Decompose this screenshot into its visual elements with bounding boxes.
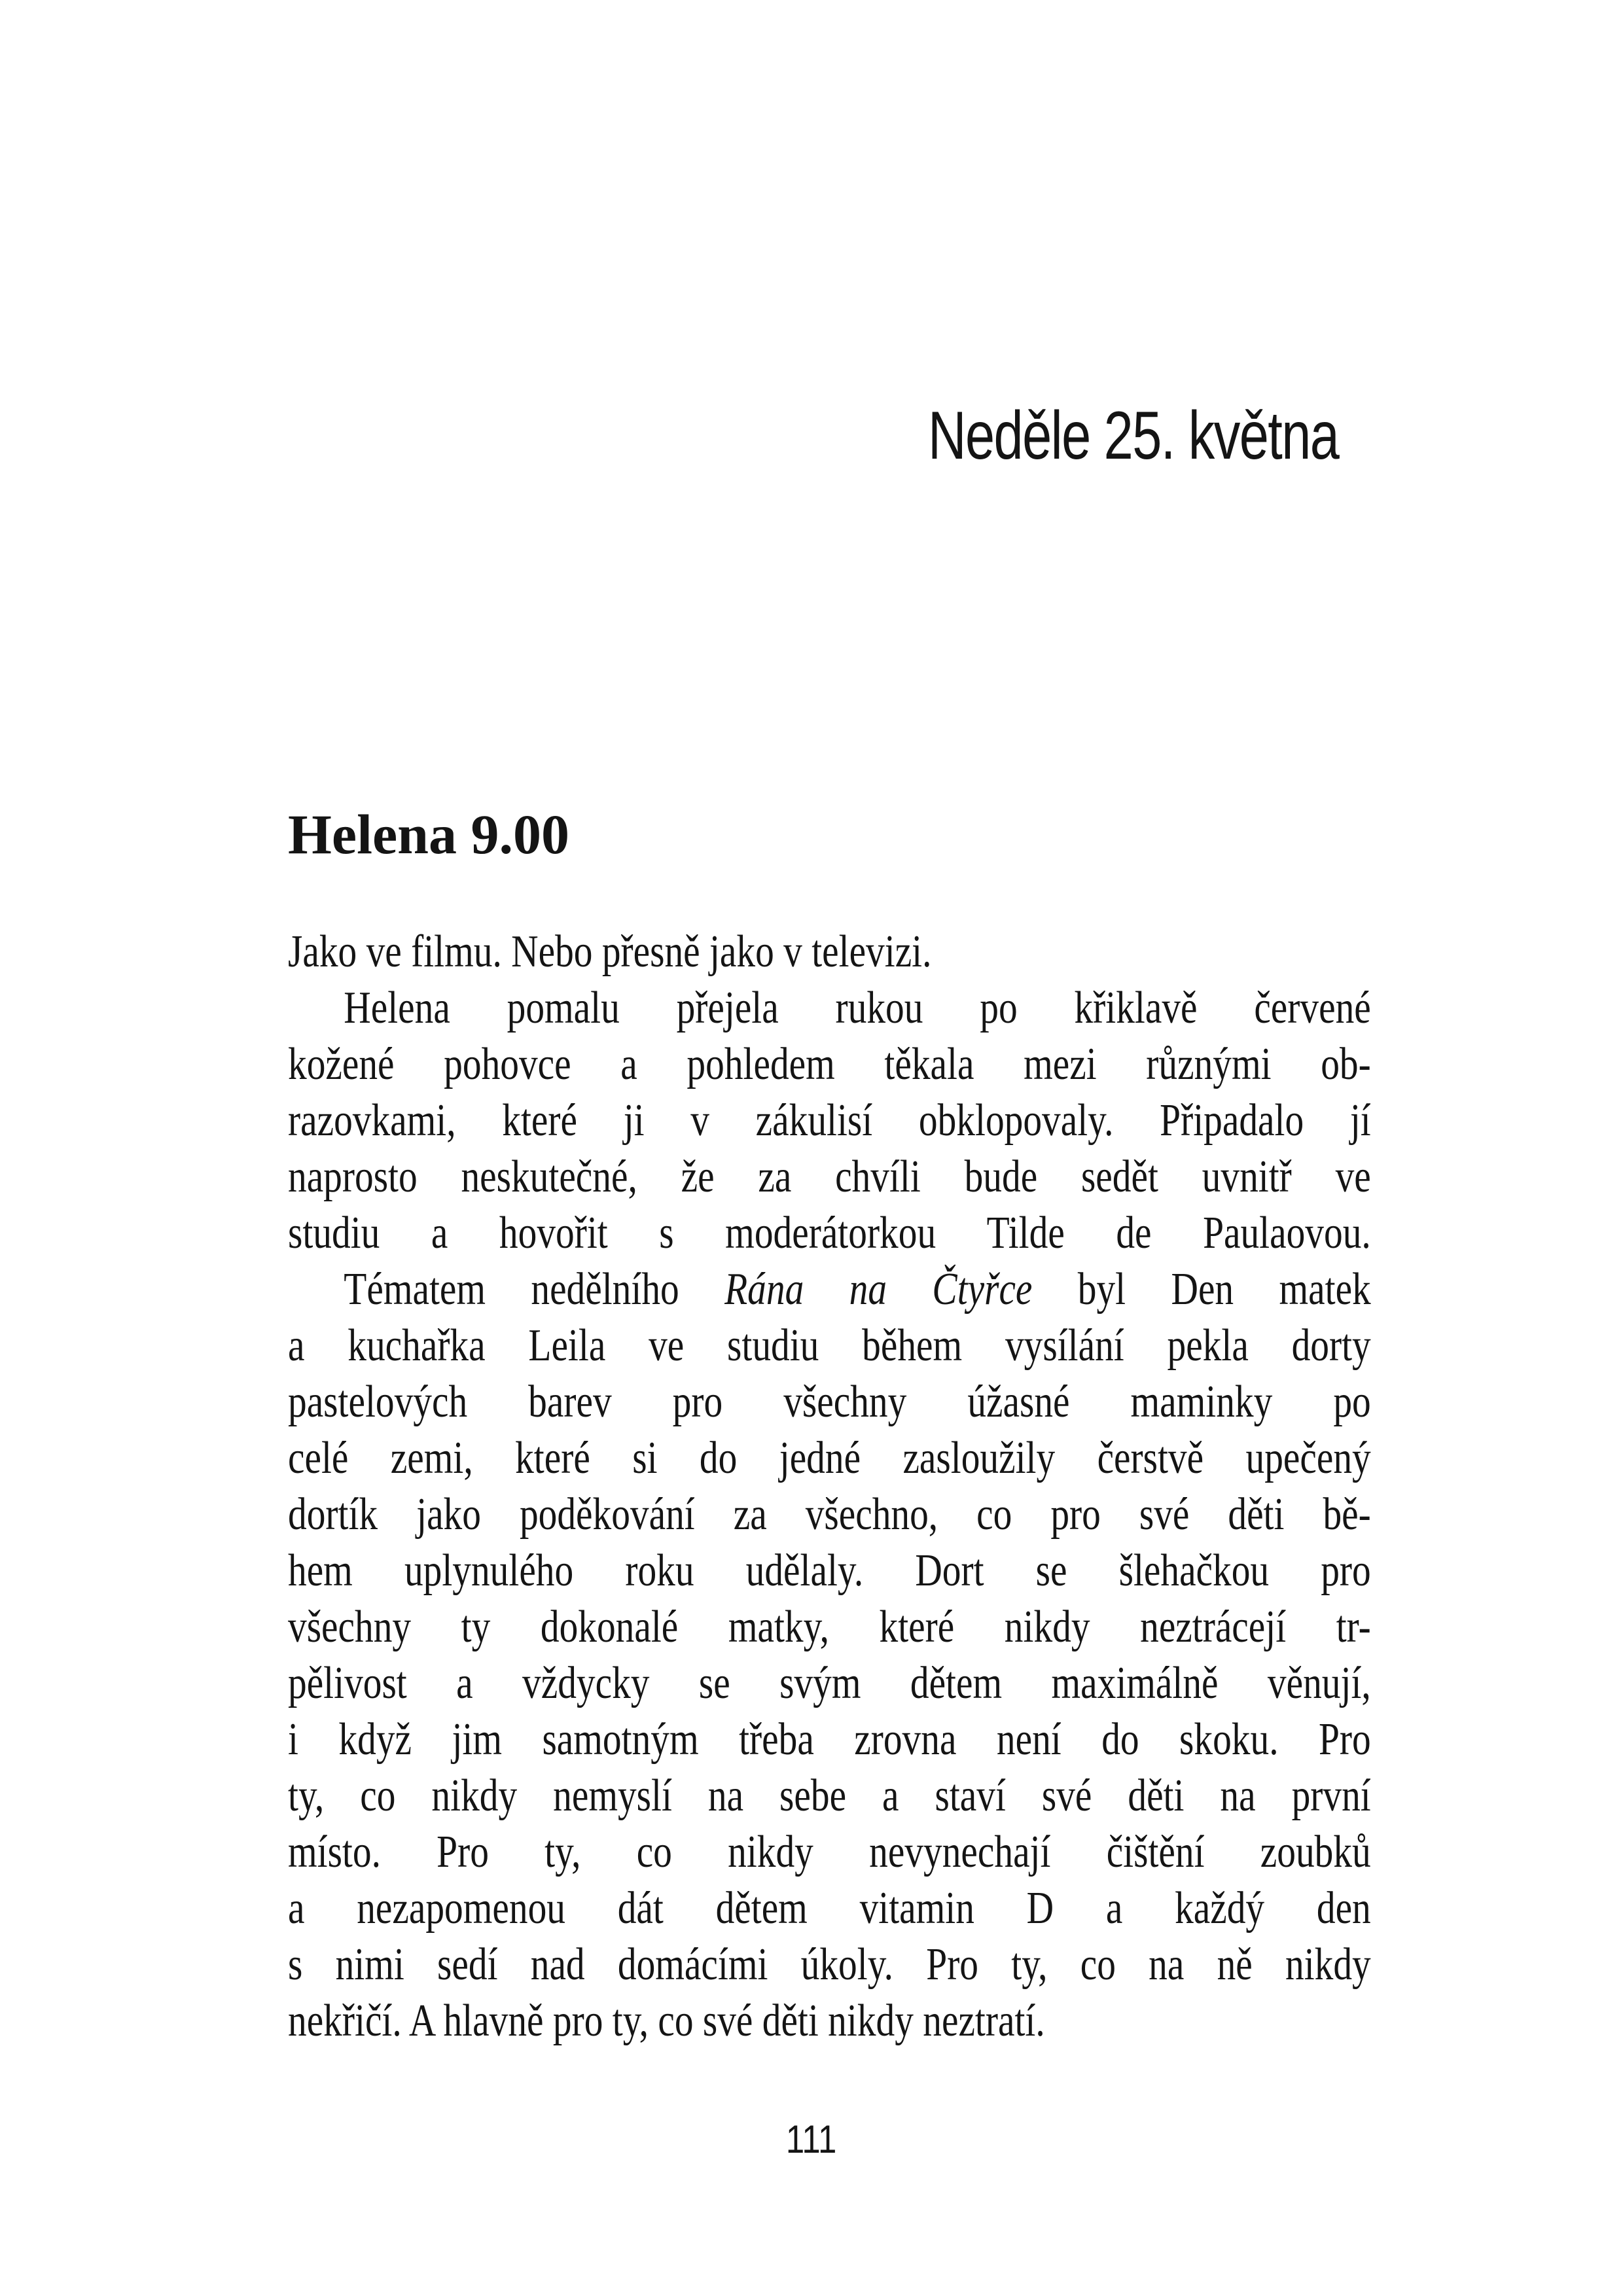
- body-line: a kuchařka Leila ve studiu během vysílání pekla dorty: [288, 1320, 1371, 1371]
- section-heading: Helena 9.00: [288, 803, 569, 866]
- body-line: a nezapomenou dát dětem vitamin D a každý den: [288, 1883, 1371, 1934]
- body-line: kožené pohovce a pohledem těkala mezi různými ob-: [288, 1039, 1371, 1089]
- body-line: pastelových barev pro všechny úžasné maminky po: [288, 1377, 1371, 1427]
- body-line: [288, 1262, 1371, 1318]
- page-number-text: 111: [786, 2117, 837, 2161]
- chapter-heading: [812, 398, 1338, 474]
- show-title-italic: Rána na Čtyřce: [724, 1264, 1033, 1315]
- page-number: [0, 2117, 1623, 2161]
- body-line: hem uplynulého roku udělaly. Dort se šlehačkou pro: [288, 1545, 1371, 1596]
- body-line: razovkami, které ji v zákulisí obklopovaly. Připadalo jí: [288, 1095, 1371, 1146]
- body-line-segment: byl Den matek: [1032, 1264, 1371, 1315]
- body-line: všechny ty dokonalé matky, které nikdy neztrácejí tr-: [288, 1602, 1371, 1652]
- body-line: naprosto neskutečné, že za chvíli bude sedět uvnitř ve: [288, 1152, 1371, 1202]
- body-line: nekřičí. A hlavně pro ty, co své děti nikdy neztratí.: [288, 1996, 1045, 2046]
- body-line: studiu a hovořit s moderátorkou Tilde de Paulaovou.: [288, 1208, 1371, 1258]
- body-line: celé zemi, které si do jedné zasloužily čerstvě upečený: [288, 1433, 1371, 1483]
- body-line: dortík jako poděkování za všechno, co pro své děti bě-: [288, 1489, 1371, 1540]
- body-line-segment: Tématem nedělního: [344, 1264, 725, 1315]
- chapter-heading-text: Neděle 25. května: [927, 398, 1338, 474]
- body-text-block: [288, 924, 1371, 2049]
- body-line: s nimi sedí nad domácími úkoly. Pro ty, co na ně nikdy: [288, 1939, 1371, 1990]
- body-text-column: [288, 924, 1371, 2049]
- body-line: pělivost a vždycky se svým dětem maximálně věnují,: [288, 1658, 1371, 1708]
- body-line: Jako ve filmu. Nebo přesně jako v televizi.: [288, 927, 932, 977]
- body-line: i když jim samotným třeba zrovna není do skoku. Pro: [288, 1714, 1371, 1765]
- body-line: Helena pomalu přejela rukou po křiklavě červené: [344, 983, 1371, 1033]
- body-line: místo. Pro ty, co nikdy nevynechají čištění zoubků: [288, 1827, 1371, 1877]
- body-line: ty, co nikdy nemyslí na sebe a staví své děti na první: [288, 1771, 1371, 1821]
